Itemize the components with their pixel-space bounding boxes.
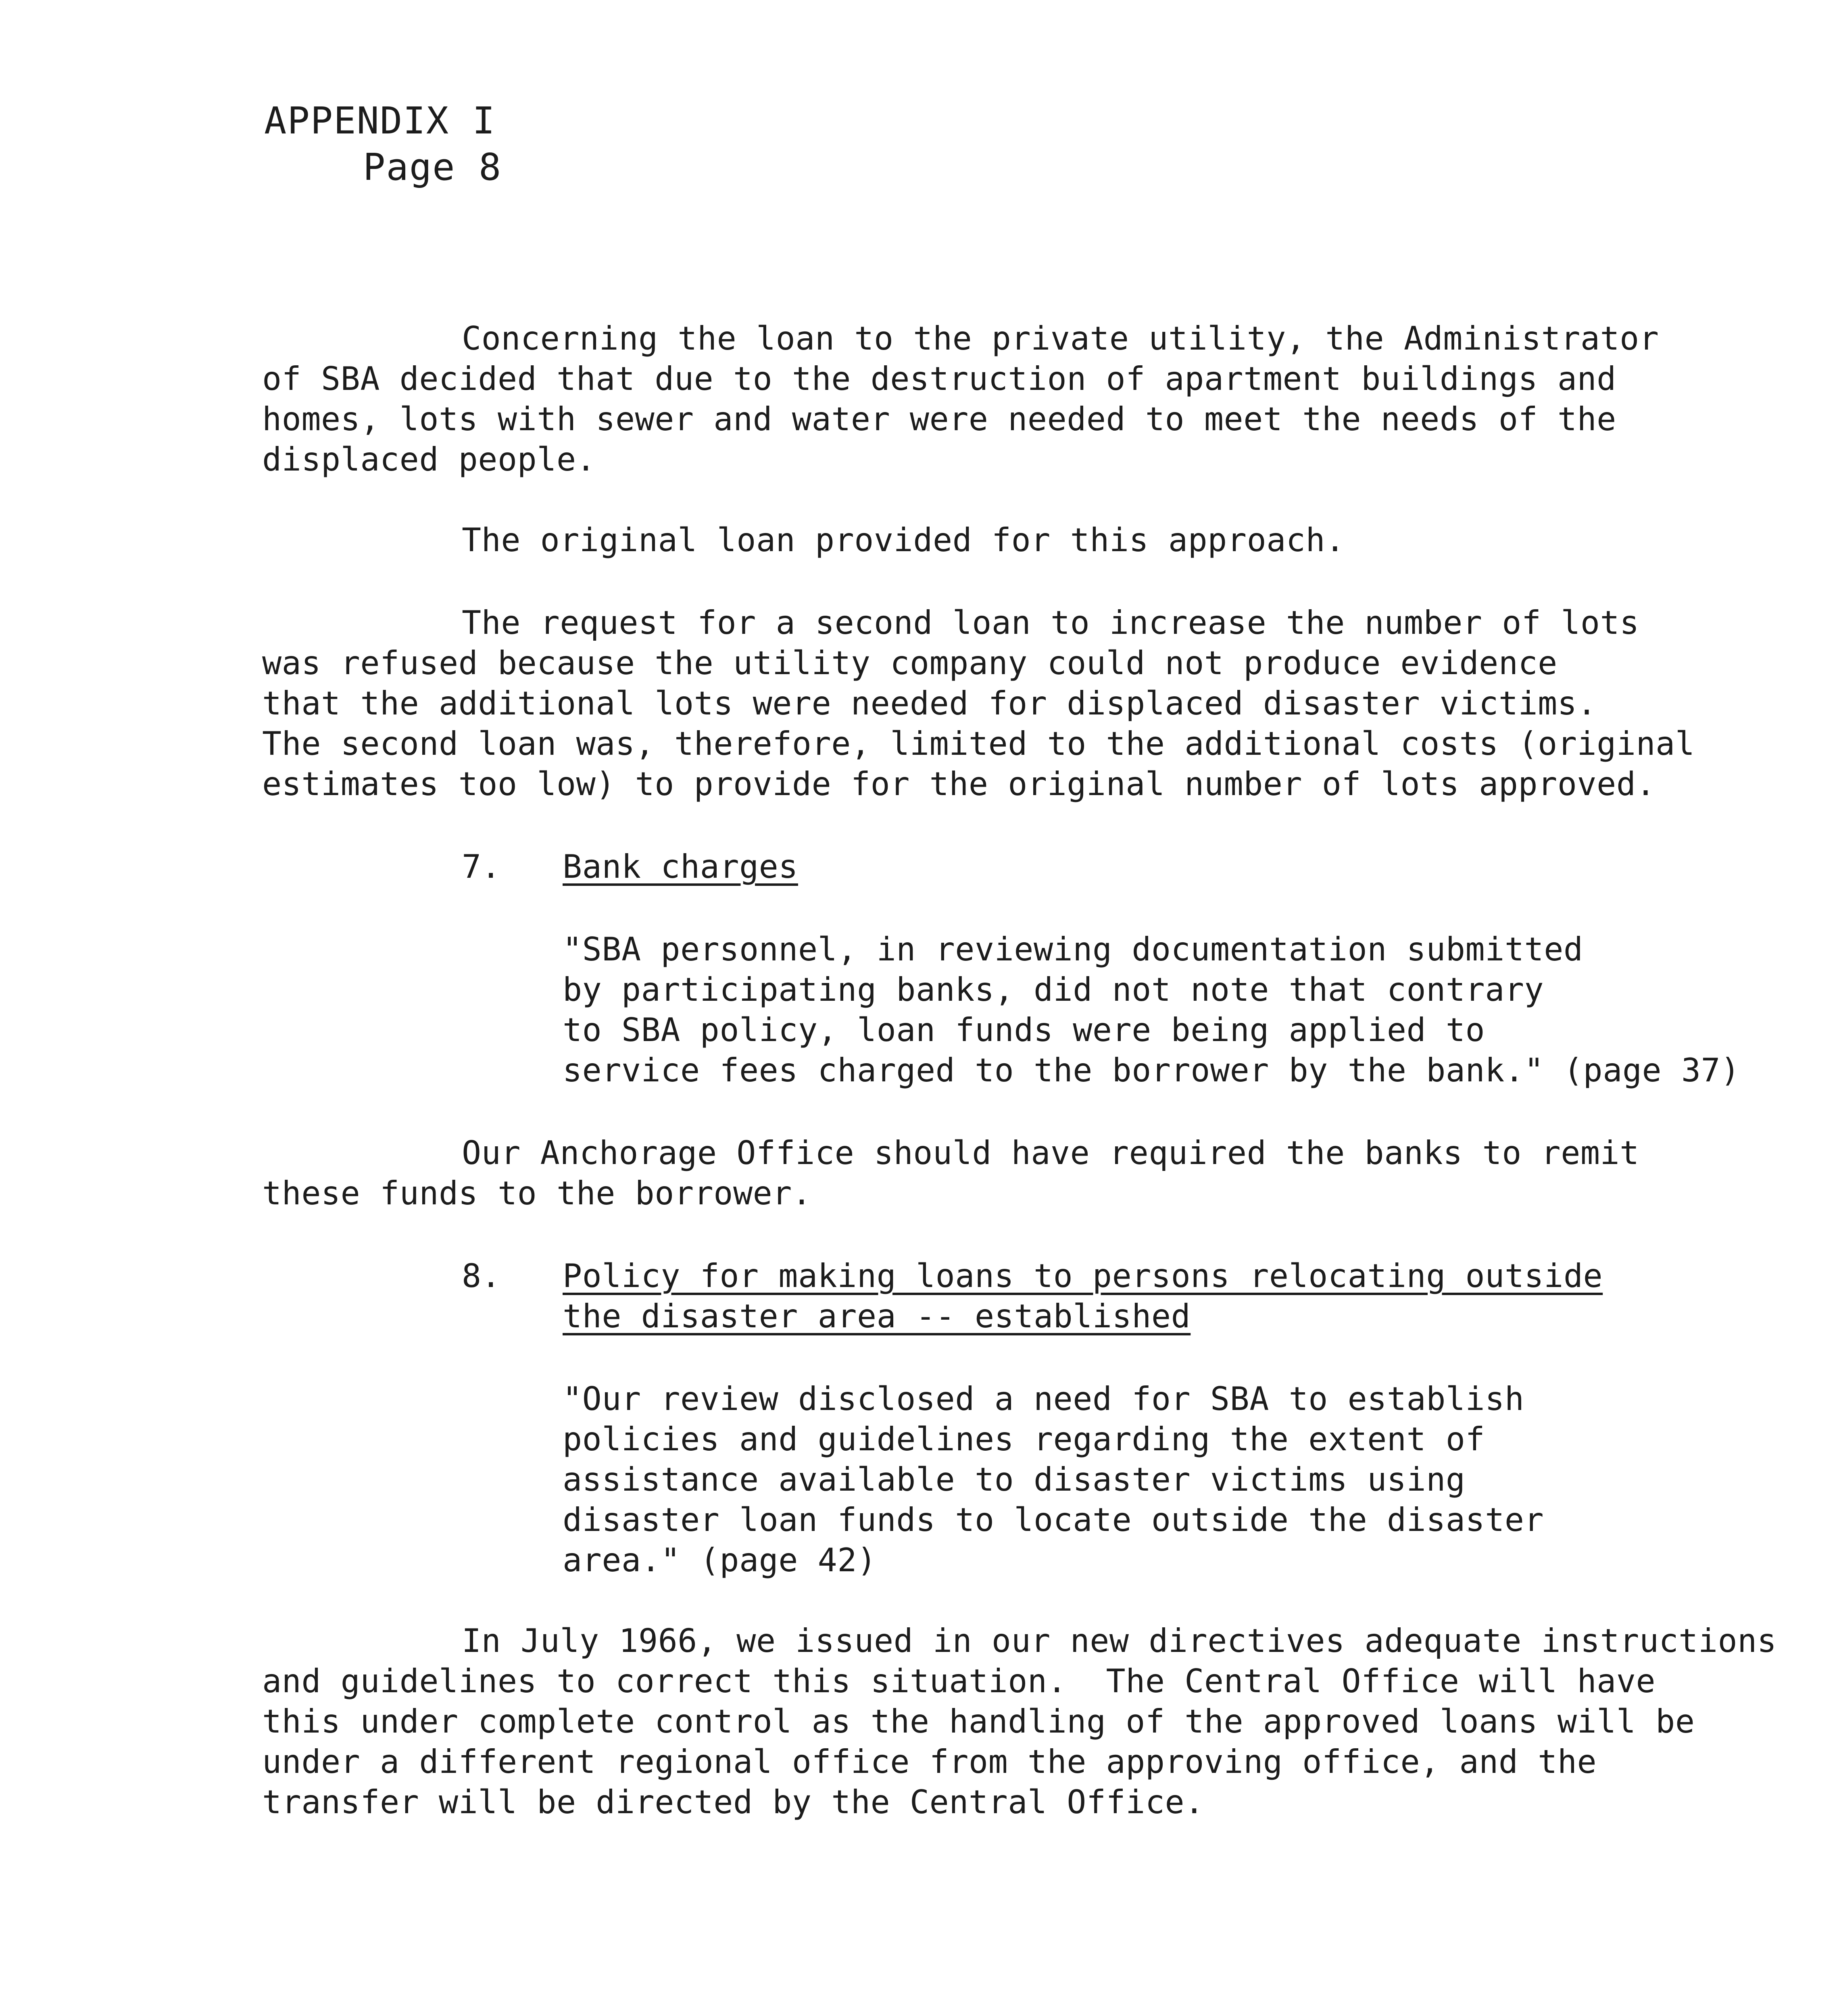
- text-line: these funds to the borrower.: [262, 1175, 812, 1212]
- text-line: In July 1966, we issued in our new directives adequate instructions: [462, 1622, 1777, 1660]
- quote-line: to SBA policy, loan funds were being applied to: [563, 1011, 1485, 1049]
- appendix-label: APPENDIX I: [264, 99, 496, 142]
- text-line: The request for a second loan to increase the number of lots: [462, 604, 1639, 641]
- quote-line: disaster loan funds to locate outside the disaster: [563, 1501, 1544, 1539]
- appendix-page-label: Page 8: [363, 146, 502, 189]
- text-line: that the additional lots were needed for displaced disaster victims.: [262, 685, 1597, 722]
- text-line: Concerning the loan to the private utility, the Administrator: [462, 320, 1659, 357]
- text-line: this under complete control as the handling of the approved loans will be: [262, 1703, 1695, 1740]
- quote-line: by participating banks, did not note that contrary: [563, 971, 1544, 1008]
- text-line: The second loan was, therefore, limited to the additional costs (original: [262, 725, 1695, 762]
- text-line: estimates too low) to provide for the original number of lots approved.: [262, 765, 1656, 803]
- section-heading: Bank charges: [563, 848, 798, 885]
- section-number: 7.: [462, 848, 501, 885]
- quote-line: "Our review disclosed a need for SBA to establish: [563, 1380, 1524, 1418]
- text-line: Our Anchorage Office should have required the banks to remit: [462, 1134, 1639, 1172]
- text-line: of SBA decided that due to the destruction of apartment buildings and: [262, 360, 1616, 398]
- text-line: homes, lots with sewer and water were needed to meet the needs of the: [262, 400, 1616, 438]
- section-number: 8.: [462, 1257, 501, 1295]
- text-line: displaced people.: [262, 441, 596, 478]
- quote-line: "SBA personnel, in reviewing documentation submitted: [563, 931, 1583, 968]
- text-line: transfer will be directed by the Central Office.: [262, 1783, 1204, 1821]
- text-line: The original loan provided for this approach.: [462, 521, 1345, 559]
- text-line: and guidelines to correct this situation. The Central Office will have: [262, 1662, 1656, 1700]
- text-line: under a different regional office from the approving office, and the: [262, 1743, 1597, 1781]
- quote-line: policies and guidelines regarding the extent of: [563, 1420, 1485, 1458]
- quote-line: assistance available to disaster victims using: [563, 1461, 1466, 1498]
- section-heading: the disaster area -- established: [563, 1297, 1191, 1335]
- section-heading: Policy for making loans to persons relocating outside: [563, 1257, 1603, 1295]
- text-line: was refused because the utility company could not produce evidence: [262, 644, 1558, 682]
- quote-line: area." (page 42): [563, 1541, 877, 1579]
- quote-line: service fees charged to the borrower by the bank." (page 37): [563, 1052, 1740, 1089]
